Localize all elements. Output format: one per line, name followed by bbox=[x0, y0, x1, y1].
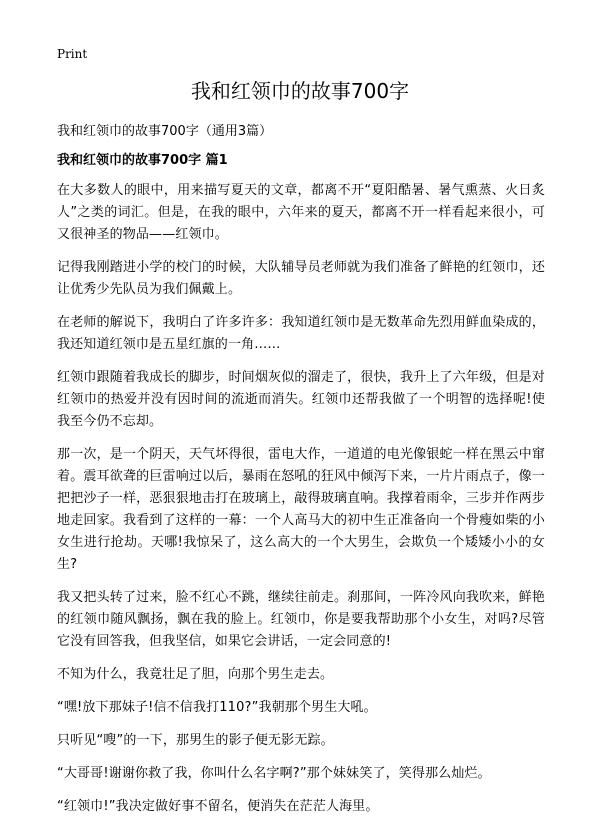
paragraph: 不知为什么，我竟壮足了胆，向那个男生走去。 bbox=[57, 667, 334, 682]
paragraph: 记得我刚踏进小学的校门的时候，大队辅导员老师就为我们准备了鲜艳的红领巾，还让优秀少先队员为我们佩戴上。 bbox=[57, 260, 545, 297]
paragraph: 在大多数人的眼中，用来描写夏天的文章，都离不开“夏阳酷暑、暑气熏蒸、火日炙人”之类的词汇。但是，在我的眼中，六年来的夏天，都离不开一样看起来很小，可又很神圣的物品——红领巾。 bbox=[57, 183, 545, 242]
paragraph: 那一次，是一个阴天，天气坏得很，雷电大作，一道道的电光像银蛇一样在黑云中窜着。震耳欲聋的巨雷响过以后，暴雨在怒吼的狂风中倾泻下来，一片片雨点子，像一把把沙子一样，恶狠狠地击打在玻璃上，敲得玻璃直响。我撑着雨伞，三步并作两步地走回家。我看到了这样的一幕：一个人高马大的初中生正准备向一个骨瘦如柴的小女生进行抢劫。天哪!我惊呆了，这么高大的一个大男生，会欺负一个矮矮小小的女生? bbox=[57, 447, 545, 572]
paragraph: 在老师的解说下，我明白了许多许多：我知道红领巾是无数革命先烈用鲜血染成的，我还知道红领巾是五星红旗的一角…… bbox=[57, 315, 545, 352]
paragraph: “大哥哥!谢谢你救了我，你叫什么名字啊?”那个妹妹笑了，笑得那么灿烂。 bbox=[57, 766, 491, 781]
paragraph: “红领巾!”我决定做好事不留名，便消失在茫茫人海里。 bbox=[57, 799, 379, 814]
print-link[interactable]: Print bbox=[57, 47, 88, 61]
page-title: 我和红领巾的故事700字 bbox=[190, 79, 410, 103]
article-body bbox=[57, 180, 545, 829]
paragraph: 只听见“嗖”的一下，那男生的影子便无影无踪。 bbox=[57, 733, 334, 748]
section-heading: 我和红领巾的故事700字 篇1 bbox=[57, 153, 228, 168]
paragraph: 红领巾跟随着我成长的脚步，时间烟灰似的溜走了，很快，我升上了六年级，但是对红领巾的热爱并没有因时间的流逝而消失。红领巾还帮我做了一个明智的选择呢!使我至今仍不忘却。 bbox=[57, 370, 545, 429]
paragraph: 我又把头转了过来，脸不红心不跳，继续往前走。刹那间，一阵冷风向我吹来，鲜艳的红领巾随风飘扬，飘在我的脸上。红领巾，你是要我帮助那个小女生，对吗?尽管它没有回答我，但我坚信，如果它会讲话，一定会同意的! bbox=[57, 590, 545, 649]
paragraph: “嘿!放下那妹子!信不信我打110?”我朝那个男生大吼。 bbox=[57, 700, 377, 715]
document-subtitle: 我和红领巾的故事700字（通用3篇） bbox=[57, 124, 273, 139]
